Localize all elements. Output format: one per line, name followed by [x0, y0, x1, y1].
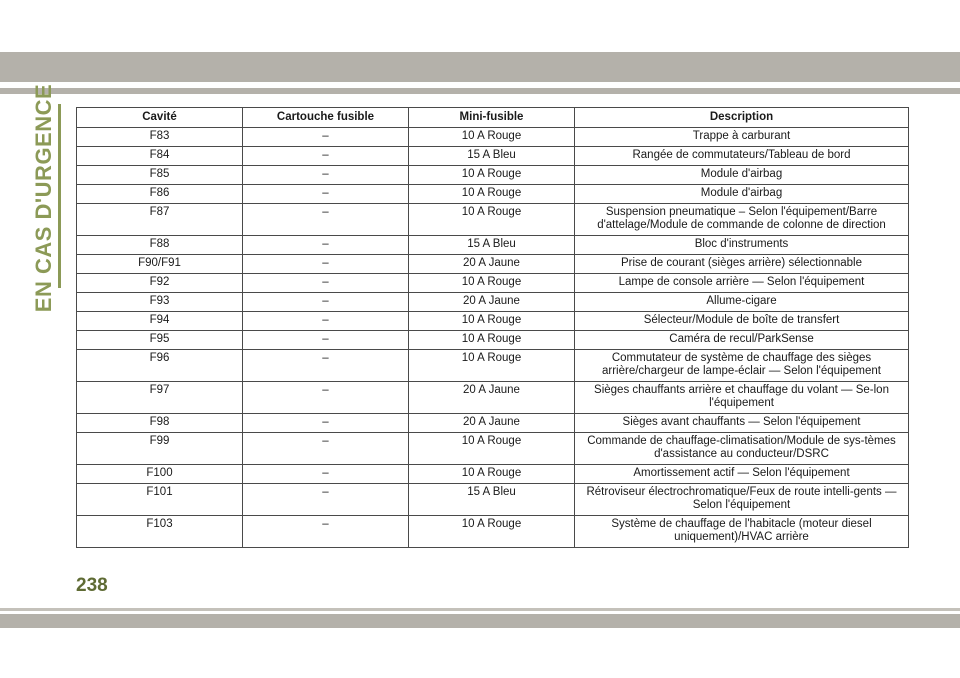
mini-fuse-cell: 15 A Bleu — [409, 147, 575, 166]
mini-fuse-cell: 10 A Rouge — [409, 350, 575, 382]
description-cell: Commande de chauffage-climatisation/Module de sys-tèmes d'assistance au conducteur/DSRC — [575, 433, 909, 465]
description-cell: Bloc d'instruments — [575, 236, 909, 255]
cavity-cell: F95 — [77, 331, 243, 350]
cavity-cell: F99 — [77, 433, 243, 465]
cavity-cell: F86 — [77, 185, 243, 204]
mini-fuse-cell: 10 A Rouge — [409, 185, 575, 204]
table-row — [77, 382, 909, 414]
cartridge-fuse-cell: – — [243, 312, 409, 331]
table-row — [77, 293, 909, 312]
mini-fuse-cell: 10 A Rouge — [409, 204, 575, 236]
cartridge-fuse-cell: – — [243, 128, 409, 147]
table-row — [77, 255, 909, 274]
header-band — [0, 52, 960, 82]
cavity-cell: F84 — [77, 147, 243, 166]
cavity-cell: F92 — [77, 274, 243, 293]
description-cell: Prise de courant (sièges arrière) sélectionnable — [575, 255, 909, 274]
mini-fuse-cell: 15 A Bleu — [409, 484, 575, 516]
table-row — [77, 147, 909, 166]
table-row — [77, 312, 909, 331]
cartridge-fuse-cell: – — [243, 185, 409, 204]
table-row — [77, 166, 909, 185]
cartridge-fuse-cell: – — [243, 465, 409, 484]
footer-rule — [0, 608, 960, 611]
table-row — [77, 236, 909, 255]
cavity-cell: F101 — [77, 484, 243, 516]
cartridge-fuse-cell: – — [243, 255, 409, 274]
mini-fuse-cell: 10 A Rouge — [409, 312, 575, 331]
header-mini-fuse: Mini-fusible — [409, 108, 575, 128]
table-row — [77, 465, 909, 484]
cavity-cell: F88 — [77, 236, 243, 255]
description-cell: Sélecteur/Module de boîte de transfert — [575, 312, 909, 331]
section-title: EN CAS D'URGENCE — [31, 83, 56, 313]
cartridge-fuse-cell: – — [243, 484, 409, 516]
cartridge-fuse-cell: – — [243, 166, 409, 185]
table-row — [77, 274, 909, 293]
description-cell: Suspension pneumatique – Selon l'équipement/Barre d'attelage/Module de commande de colonne de direction — [575, 204, 909, 236]
cartridge-fuse-cell: – — [243, 293, 409, 312]
table-row — [77, 516, 909, 548]
cartridge-fuse-cell: – — [243, 433, 409, 465]
description-cell: Module d'airbag — [575, 185, 909, 204]
mini-fuse-cell: 10 A Rouge — [409, 166, 575, 185]
description-cell: Allume-cigare — [575, 293, 909, 312]
table-row — [77, 433, 909, 465]
cartridge-fuse-cell: – — [243, 331, 409, 350]
cavity-cell: F87 — [77, 204, 243, 236]
page-number: 238 — [76, 575, 108, 596]
cavity-cell: F93 — [77, 293, 243, 312]
header-rule — [0, 88, 960, 94]
cavity-cell: F103 — [77, 516, 243, 548]
description-cell: Rétroviseur électrochromatique/Feux de route intelli-gents — Selon l'équipement — [575, 484, 909, 516]
description-cell: Trappe à carburant — [575, 128, 909, 147]
description-cell: Caméra de recul/ParkSense — [575, 331, 909, 350]
mini-fuse-cell: 20 A Jaune — [409, 255, 575, 274]
cartridge-fuse-cell: – — [243, 516, 409, 548]
cavity-cell: F94 — [77, 312, 243, 331]
mini-fuse-cell: 10 A Rouge — [409, 433, 575, 465]
table-row — [77, 414, 909, 433]
cavity-cell: F85 — [77, 166, 243, 185]
header-description: Description — [575, 108, 909, 128]
table-header-row — [77, 108, 909, 128]
mini-fuse-cell: 10 A Rouge — [409, 274, 575, 293]
cavity-cell: F90/F91 — [77, 255, 243, 274]
description-cell: Module d'airbag — [575, 166, 909, 185]
description-cell: Amortissement actif — Selon l'équipement — [575, 465, 909, 484]
description-cell: Sièges avant chauffants — Selon l'équipement — [575, 414, 909, 433]
mini-fuse-cell: 10 A Rouge — [409, 516, 575, 548]
cartridge-fuse-cell: – — [243, 204, 409, 236]
table-row — [77, 128, 909, 147]
cavity-cell: F100 — [77, 465, 243, 484]
section-side-rule — [58, 104, 61, 288]
cartridge-fuse-cell: – — [243, 274, 409, 293]
table-row — [77, 484, 909, 516]
table-row — [77, 350, 909, 382]
cartridge-fuse-cell: – — [243, 350, 409, 382]
mini-fuse-cell: 15 A Bleu — [409, 236, 575, 255]
header-cavity: Cavité — [77, 108, 243, 128]
mini-fuse-cell: 10 A Rouge — [409, 465, 575, 484]
cartridge-fuse-cell: – — [243, 414, 409, 433]
cavity-cell: F97 — [77, 382, 243, 414]
cartridge-fuse-cell: – — [243, 147, 409, 166]
cartridge-fuse-cell: – — [243, 236, 409, 255]
fuse-table — [76, 107, 909, 548]
description-cell: Système de chauffage de l'habitacle (moteur diesel uniquement)/HVAC arrière — [575, 516, 909, 548]
description-cell: Sièges chauffants arrière et chauffage du volant — Se-lon l'équipement — [575, 382, 909, 414]
description-cell: Lampe de console arrière — Selon l'équipement — [575, 274, 909, 293]
cavity-cell: F83 — [77, 128, 243, 147]
cavity-cell: F96 — [77, 350, 243, 382]
mini-fuse-cell: 20 A Jaune — [409, 414, 575, 433]
description-cell: Commutateur de système de chauffage des sièges arrière/chargeur de lampe-éclair — Selon l'équipement — [575, 350, 909, 382]
description-cell: Rangée de commutateurs/Tableau de bord — [575, 147, 909, 166]
mini-fuse-cell: 10 A Rouge — [409, 331, 575, 350]
header-cartridge-fuse: Cartouche fusible — [243, 108, 409, 128]
mini-fuse-cell: 10 A Rouge — [409, 128, 575, 147]
cartridge-fuse-cell: – — [243, 382, 409, 414]
table-row — [77, 331, 909, 350]
mini-fuse-cell: 20 A Jaune — [409, 382, 575, 414]
mini-fuse-cell: 20 A Jaune — [409, 293, 575, 312]
footer-band — [0, 614, 960, 628]
table-row — [77, 185, 909, 204]
table-row — [77, 204, 909, 236]
cavity-cell: F98 — [77, 414, 243, 433]
